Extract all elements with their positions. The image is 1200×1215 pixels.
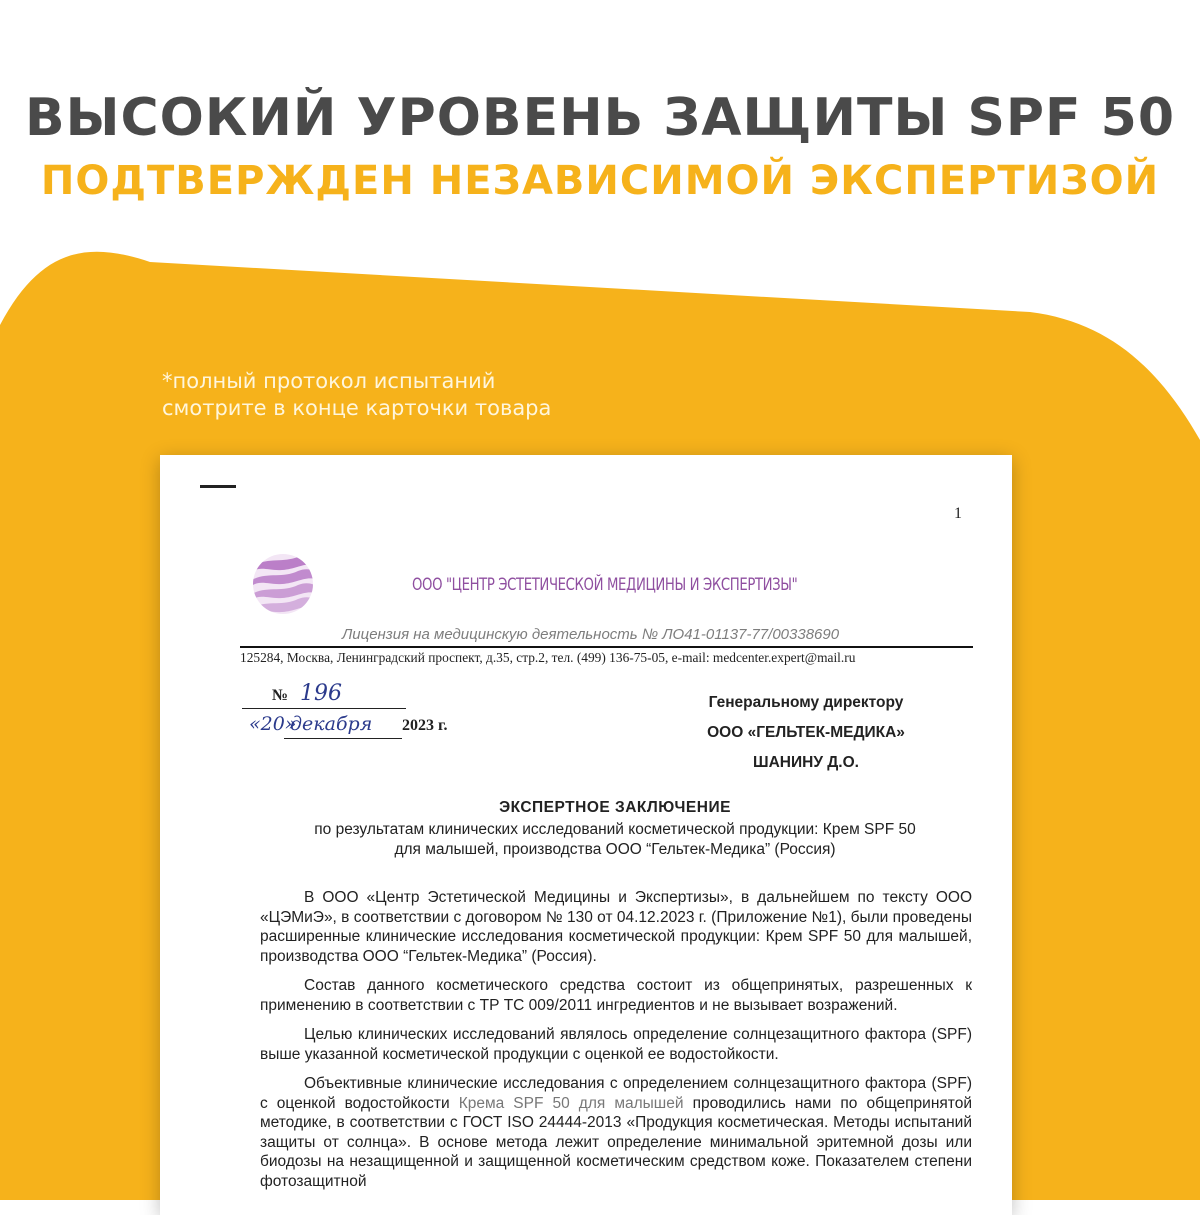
scan-mark [200,485,236,488]
paragraph-4-end: проводились нами по общепринятой методике, в соответствии с ГОСТ ISO 24444-2013 «Продукция косметическая. Методы испытаний защиты от солнца». В основе метода лежит определение минимальной эритемной дозы или биодозы на незащищенной и защищенной косметическим средством коже. Показателем степени фотозащитной [260,1094,972,1190]
registration-underline [242,708,406,709]
date-year: 2023 г. [402,717,448,734]
expert-conclusion-document [160,455,1012,1215]
addressee-name: ШАНИНУ Д.О. [753,754,859,771]
document-title: ЭКСПЕРТНОЕ ЗАКЛЮЧЕНИЕ [499,799,731,816]
paragraph-4-product: Крема SPF 50 для малышей [458,1094,684,1112]
paragraph-4-start: Объективные клинические исследования с определением солнцезащитного фактора (SPF) с оценкой водостойкости [260,1075,972,1112]
document-subtitle-line-1 [260,820,970,840]
subtitle-product: Крем SPF 50 [822,821,916,838]
page-number: 1 [954,505,962,522]
protocol-note [162,368,682,422]
paragraph-3: Целью клинических исследований являлось определение солнцезащитного фактора (SPF) выше указанной косметической продукции с оценкой ее водостойкости. [260,1026,972,1063]
document-body [260,888,972,1201]
addressee-company: ООО «ГЕЛЬТЕК-МЕДИКА» [707,724,905,741]
address-line: 125284, Москва, Ленинградский проспект, д.35, стр.2, тел. (499) 136-75-05, e-mail: medcenter.expert@mail.ru [240,650,856,665]
organization-name: ООО "ЦЕНТР ЭСТЕТИЧЕСКОЙ МЕДИЦИНЫ И ЭКСПЕРТИЗЫ" [412,575,798,595]
header-rule [240,646,973,648]
registration-label [242,687,288,705]
clinic-logo-icon [252,553,314,615]
addressee-position: Генеральному директору [708,694,904,711]
headline: ВЫСОКИЙ УРОВЕНЬ ЗАЩИТЫ SPF 50 [25,88,1175,148]
date-underline [284,738,402,739]
protocol-note-line-2: смотрите в конце карточки товара [162,396,552,420]
subheadline: ПОДТВЕРЖДЕН НЕЗАВИСИМОЙ ЭКСПЕРТИЗОЙ [40,158,1160,204]
registration-number: 196 [300,681,342,706]
paragraph-4 [260,1074,972,1191]
date-month: декабря [290,713,373,735]
date-year-row [242,717,447,735]
subtitle-text: по результатам клинических исследований косметической продукции: [314,821,823,838]
document-subtitle-line-2: для малышей, производства ООО “Гельтек-Медика” (Россия) [394,841,836,858]
registration-number-sign: № [272,687,289,704]
license-line: Лицензия на медицинскую деятельность № ЛО41-01137-77/00338690 [342,626,840,643]
addressee-block [676,688,936,778]
protocol-note-line-1: *полный протокол испытаний [162,369,496,393]
paragraph-1: В ООО «Центр Эстетической Медицины и Экспертизы», в дальнейшем по тексту ООО «ЦЭМиЭ», в соответствии с договором № 130 от 04.12.2023 г. (Приложение №1), были проведены расширенные клинические исследования косметической продукции: Крем SPF 50 для малышей, производства ООО “Гельтек-Медика” (Россия). [260,889,972,965]
document-subtitle [260,820,970,860]
paragraph-2: Состав данного косметического средства состоит из общепринятых, разрешенных к применению в соответствии с ТР ТС 009/2011 ингредиентов и не вызывает возражений. [260,977,972,1014]
date-day: «20» [249,713,297,735]
